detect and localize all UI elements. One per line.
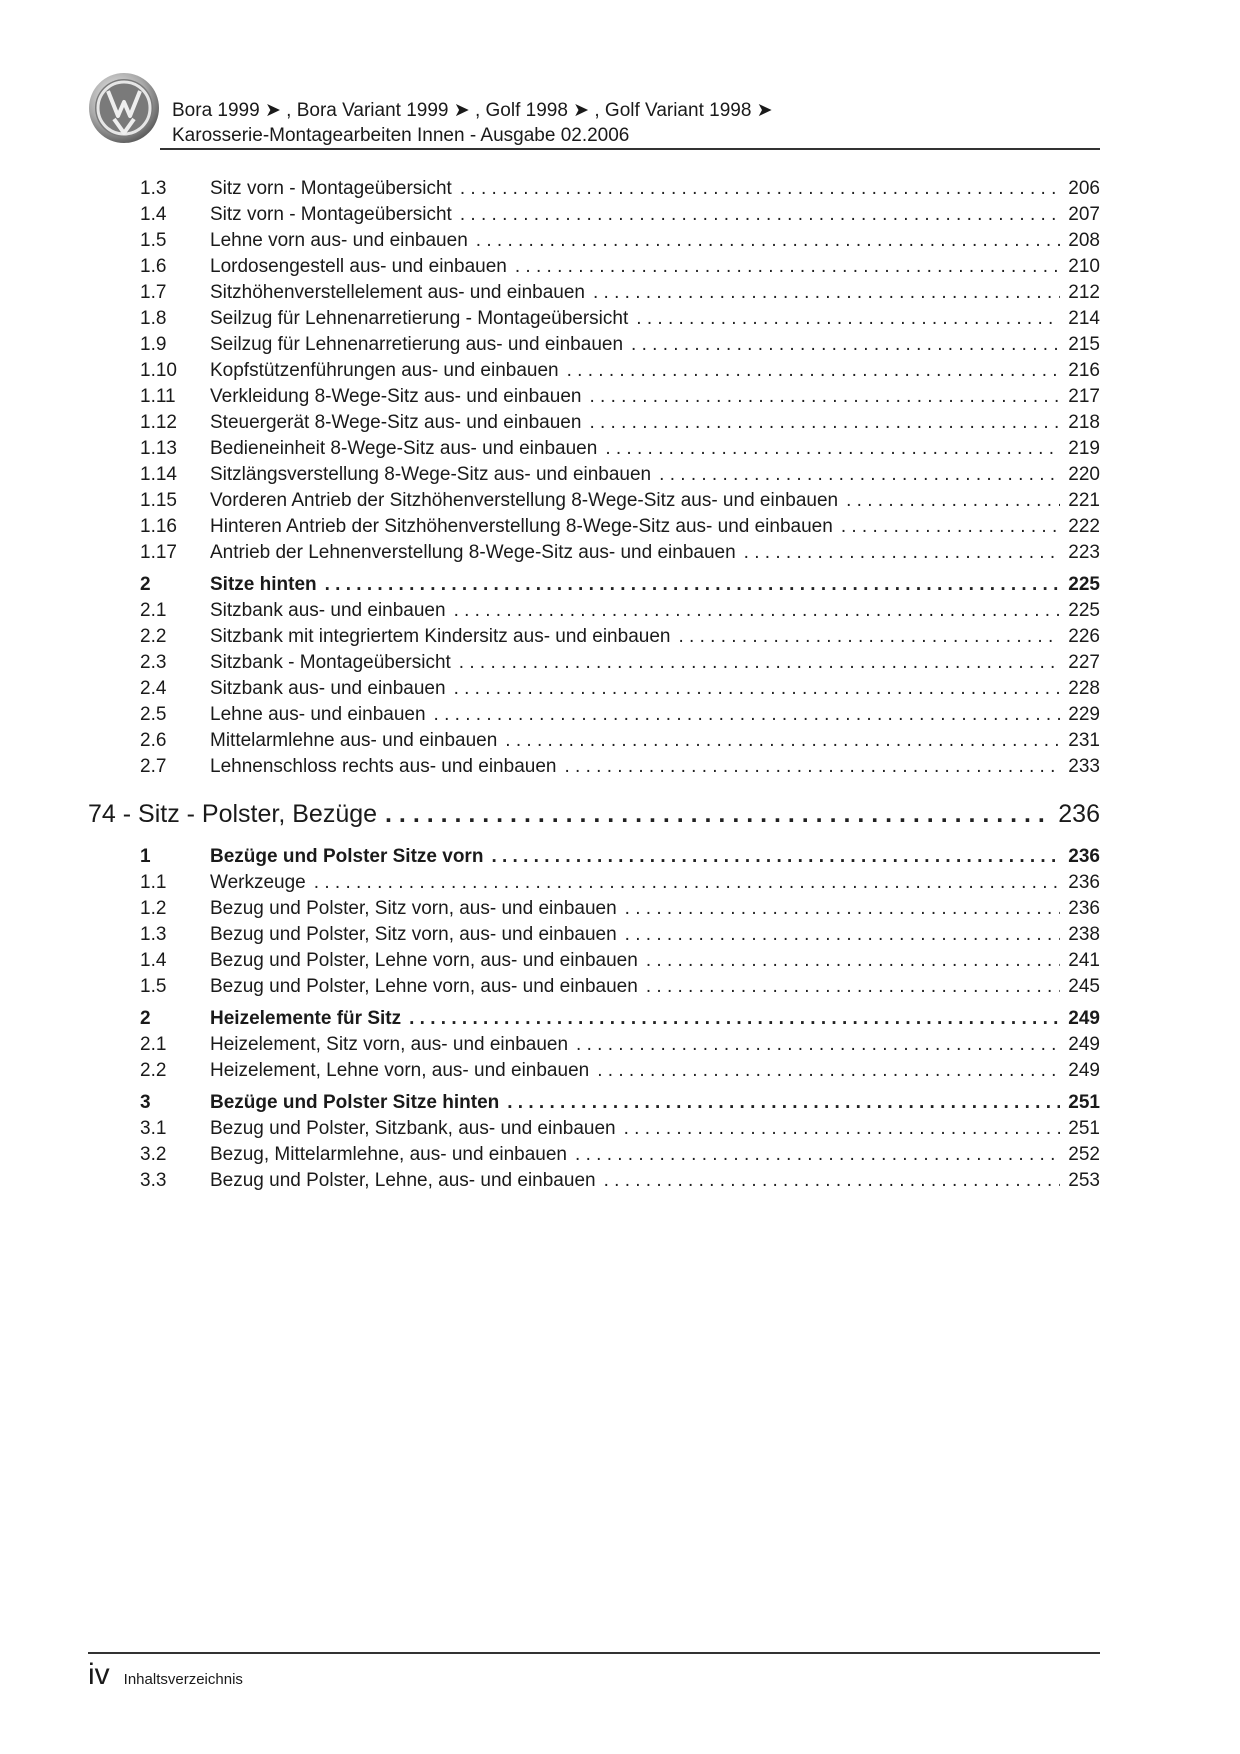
dot-leader: [505, 730, 1060, 752]
toc-entry-page: 231: [1068, 730, 1100, 751]
toc-entry[interactable]: [88, 204, 1100, 230]
toc-entry[interactable]: [88, 438, 1100, 464]
toc-entry-title: Bezug und Polster, Sitzbank, aus- und einbauen: [210, 1118, 616, 1139]
toc-entry-title: Verkleidung 8-Wege-Sitz aus- und einbauen: [210, 386, 582, 407]
toc-entry[interactable]: [88, 334, 1100, 360]
toc-entry[interactable]: [88, 756, 1100, 782]
footer-divider: [88, 1652, 1100, 1654]
dot-leader: [631, 334, 1060, 356]
toc-entry-title: Bezug und Polster, Lehne, aus- und einbauen: [210, 1170, 596, 1191]
toc-entry-number: 2: [140, 574, 151, 595]
toc-entry-page: 238: [1068, 924, 1100, 945]
toc-entry-page: 233: [1068, 756, 1100, 777]
toc-entry-page: 236: [1068, 898, 1100, 919]
page-header: [88, 68, 1100, 150]
toc-entry[interactable]: [88, 1118, 1100, 1144]
toc-entry-title: Bezug und Polster, Lehne vorn, aus- und einbauen: [210, 950, 638, 971]
toc-section[interactable]: [88, 1008, 1100, 1034]
toc-entry-number: 1.17: [140, 542, 177, 563]
dot-leader: [385, 800, 1050, 829]
dot-leader: [567, 360, 1061, 382]
dot-leader: [604, 1170, 1061, 1192]
toc-entry-title: Sitzbank aus- und einbauen: [210, 678, 446, 699]
toc-entry-title: Bezüge und Polster Sitze vorn: [210, 846, 484, 867]
toc-entry-title: Seilzug für Lehnenarretierung - Montageübersicht: [210, 308, 629, 329]
toc-entry-title: Seilzug für Lehnenarretierung aus- und einbauen: [210, 334, 624, 355]
toc-entry-page: 249: [1068, 1034, 1100, 1055]
toc-entry[interactable]: [88, 1144, 1100, 1170]
toc-entry-number: 3.2: [140, 1144, 167, 1165]
toc-entry[interactable]: [88, 652, 1100, 678]
toc-entry-title: Bezüge und Polster Sitze hinten: [210, 1092, 500, 1113]
toc-entry[interactable]: [88, 490, 1100, 516]
toc-entry[interactable]: [88, 872, 1100, 898]
toc-entry-title: Sitz vorn - Montageübersicht: [210, 204, 452, 225]
toc-entry-page: 236: [1068, 872, 1100, 893]
table-of-contents: [88, 178, 1100, 1196]
toc-entry[interactable]: [88, 1060, 1100, 1086]
toc-entry-title: Bedieneinheit 8-Wege-Sitz aus- und einbauen: [210, 438, 598, 459]
footer-label: Inhaltsverzeichnis: [123, 1671, 243, 1688]
toc-entry-number: 1.1: [140, 872, 167, 893]
dot-leader: [597, 1060, 1060, 1082]
toc-entry-page: 214: [1068, 308, 1100, 329]
toc-entry-title: Sitzbank aus- und einbauen: [210, 600, 446, 621]
toc-entry[interactable]: [88, 464, 1100, 490]
toc-entry[interactable]: [88, 950, 1100, 976]
dot-leader: [744, 542, 1061, 564]
toc-entry-page: 225: [1068, 574, 1100, 595]
toc-entry[interactable]: [88, 1034, 1100, 1060]
dot-leader: [646, 950, 1060, 972]
dot-leader: [434, 704, 1061, 726]
toc-entry-title: Sitzlängsverstellung 8-Wege-Sitz aus- und einbauen: [210, 464, 652, 485]
dot-leader: [605, 438, 1060, 460]
dot-leader: [589, 386, 1060, 408]
toc-entry-number: 2.5: [140, 704, 167, 725]
toc-entry[interactable]: [88, 360, 1100, 386]
toc-entry-title: Werkzeuge: [210, 872, 306, 893]
toc-entry-title: Heizelement, Sitz vorn, aus- und einbauen: [210, 1034, 569, 1055]
toc-entry-title: Antrieb der Lehnenverstellung 8-Wege-Sitz aus- und einbauen: [210, 542, 736, 563]
toc-entry-number: 1.6: [140, 256, 167, 277]
dot-leader: [624, 1118, 1061, 1140]
toc-entry-title: Sitzbank mit integriertem Kindersitz aus- und einbauen: [210, 626, 671, 647]
toc-entry-number: 1.12: [140, 412, 177, 433]
toc-entry-title: Lehnenschloss rechts aus- und einbauen: [210, 756, 557, 777]
toc-entry-page: 252: [1068, 1144, 1100, 1165]
header-models: Bora 1999 ➤ , Bora Variant 1999 ➤ , Golf 1998 ➤ , Golf Variant 1998 ➤: [172, 100, 773, 121]
toc-entry-page: 227: [1068, 652, 1100, 673]
toc-entry[interactable]: [88, 516, 1100, 542]
toc-entry[interactable]: [88, 600, 1100, 626]
dot-leader: [325, 574, 1061, 596]
toc-entry-number: 1.14: [140, 464, 177, 485]
dot-leader: [409, 1008, 1060, 1030]
toc-entry[interactable]: [88, 412, 1100, 438]
dot-leader: [646, 976, 1060, 998]
toc-entry-number: 1.15: [140, 490, 177, 511]
toc-entry[interactable]: [88, 678, 1100, 704]
toc-entry-number: 1.3: [140, 178, 167, 199]
toc-entry-number: 1.16: [140, 516, 177, 537]
toc-entry-number: 1.4: [140, 204, 167, 225]
toc-entry-title: Sitze hinten: [210, 574, 317, 595]
dot-leader: [678, 626, 1060, 648]
toc-entry-page: 217: [1068, 386, 1100, 407]
toc-entry-number: 1.7: [140, 282, 167, 303]
toc-entry-number: 2.2: [140, 1060, 167, 1081]
toc-entry-page: 228: [1068, 678, 1100, 699]
toc-entry-page: 215: [1068, 334, 1100, 355]
toc-entry-number: 1.8: [140, 308, 167, 329]
toc-entry-title: Heizelement, Lehne vorn, aus- und einbauen: [210, 1060, 590, 1081]
toc-entry-number: 2.2: [140, 626, 167, 647]
toc-entry-page: 249: [1068, 1060, 1100, 1081]
toc-entry-title: Mittelarmlehne aus- und einbauen: [210, 730, 498, 751]
toc-entry-title: Bezug und Polster, Lehne vorn, aus- und einbauen: [210, 976, 638, 997]
toc-entry-title: Lordosengestell aus- und einbauen: [210, 256, 507, 277]
dot-leader: [314, 872, 1061, 894]
toc-entry-title: Sitzhöhenverstellelement aus- und einbauen: [210, 282, 585, 303]
vw-logo-icon: [88, 72, 160, 144]
toc-entry-number: 1.2: [140, 898, 167, 919]
toc-entry-title: Lehne vorn aus- und einbauen: [210, 230, 468, 251]
toc-entry-page: 241: [1068, 950, 1100, 971]
dot-leader: [625, 924, 1061, 946]
toc-entry-title: Bezug und Polster, Sitz vorn, aus- und einbauen: [210, 898, 617, 919]
dot-leader: [575, 1144, 1060, 1166]
toc-entry-page: 251: [1068, 1118, 1100, 1139]
toc-entry-number: 1.9: [140, 334, 167, 355]
dot-leader: [454, 600, 1061, 622]
toc-entry-number: 1.13: [140, 438, 177, 459]
toc-entry[interactable]: [88, 386, 1100, 412]
toc-entry-number: 2.1: [140, 600, 167, 621]
toc-entry[interactable]: [88, 924, 1100, 950]
toc-entry-page: 206: [1068, 178, 1100, 199]
toc-entry-title: Sitz vorn - Montageübersicht: [210, 178, 452, 199]
dot-leader: [841, 516, 1060, 538]
toc-entry[interactable]: [88, 178, 1100, 204]
toc-entry-page: 251: [1068, 1092, 1100, 1113]
dot-leader: [491, 846, 1060, 868]
toc-section[interactable]: [88, 1092, 1100, 1118]
toc-entry-number: 2: [140, 1008, 151, 1029]
toc-entry-page: 221: [1068, 490, 1100, 511]
dot-leader: [507, 1092, 1060, 1114]
dot-leader: [459, 652, 1061, 674]
toc-section[interactable]: [88, 846, 1100, 872]
toc-entry[interactable]: [88, 976, 1100, 1002]
toc-entry-number: 2.7: [140, 756, 167, 777]
toc-entry-page: 236: [1058, 800, 1100, 828]
toc-entry-title: Bezug, Mittelarmlehne, aus- und einbauen: [210, 1144, 568, 1165]
dot-leader: [593, 282, 1060, 304]
toc-entry-title: Vorderen Antrieb der Sitzhöhenverstellung 8-Wege-Sitz aus- und einbauen: [210, 490, 839, 511]
toc-entry-number: 1.10: [140, 360, 177, 381]
dot-leader: [576, 1034, 1060, 1056]
toc-entry-number: 1.5: [140, 230, 167, 251]
toc-entry-number: 3.1: [140, 1118, 167, 1139]
toc-entry-title: Kopfstützenführungen aus- und einbauen: [210, 360, 559, 381]
toc-entry[interactable]: [88, 730, 1100, 756]
toc-entry-page: 212: [1068, 282, 1100, 303]
header-text: [172, 98, 773, 148]
page-footer: [88, 1658, 243, 1692]
toc-entry-page: 222: [1068, 516, 1100, 537]
dot-leader: [625, 898, 1061, 920]
toc-entry-page: 219: [1068, 438, 1100, 459]
toc-entry-number: 2.3: [140, 652, 167, 673]
toc-entry-number: 2.4: [140, 678, 167, 699]
toc-entry-page: 208: [1068, 230, 1100, 251]
toc-entry-title: Hinteren Antrieb der Sitzhöhenverstellung 8-Wege-Sitz aus- und einbauen: [210, 516, 833, 537]
toc-entry[interactable]: [88, 256, 1100, 282]
toc-entry-number: 2.1: [140, 1034, 167, 1055]
toc-entry[interactable]: [88, 1170, 1100, 1196]
toc-entry-page: 253: [1068, 1170, 1100, 1191]
toc-chapter[interactable]: [88, 800, 1100, 840]
toc-entry-page: 249: [1068, 1008, 1100, 1029]
toc-entry-title: Steuergerät 8-Wege-Sitz aus- und einbauen: [210, 412, 582, 433]
dot-leader: [564, 756, 1060, 778]
toc-entry-title: Sitzbank - Montageübersicht: [210, 652, 451, 673]
toc-entry[interactable]: [88, 282, 1100, 308]
dot-leader: [460, 204, 1060, 226]
toc-entry-title: Bezug und Polster, Sitz vorn, aus- und einbauen: [210, 924, 617, 945]
header-manual-title: Karosserie-Montagearbeiten Innen - Ausgabe 02.2006: [172, 125, 630, 146]
toc-entry-number: 3.3: [140, 1170, 167, 1191]
toc-entry-title: Heizelemente für Sitz: [210, 1008, 402, 1029]
dot-leader: [454, 678, 1061, 700]
toc-entry[interactable]: [88, 230, 1100, 256]
header-divider: [160, 148, 1100, 150]
toc-entry-page: 245: [1068, 976, 1100, 997]
dot-leader: [659, 464, 1060, 486]
toc-entry-number: 1.5: [140, 976, 167, 997]
dot-leader: [460, 178, 1060, 200]
dot-leader: [636, 308, 1060, 330]
toc-entry-page: 218: [1068, 412, 1100, 433]
toc-entry-page: 225: [1068, 600, 1100, 621]
toc-entry-page: 220: [1068, 464, 1100, 485]
dot-leader: [476, 230, 1061, 252]
toc-entry-page: 236: [1068, 846, 1100, 867]
toc-entry-number: 1.11: [140, 386, 176, 407]
toc-entry-number: 3: [140, 1092, 151, 1113]
toc-entry-title: Lehne aus- und einbauen: [210, 704, 426, 725]
toc-entry-number: 2.6: [140, 730, 167, 751]
toc-entry-number: 1.3: [140, 924, 167, 945]
toc-entry-title: 74 - Sitz - Polster, Bezüge: [88, 800, 378, 828]
toc-entry-number: 1.4: [140, 950, 167, 971]
dot-leader: [846, 490, 1060, 512]
toc-entry[interactable]: [88, 308, 1100, 334]
toc-entry-page: 226: [1068, 626, 1100, 647]
toc-section[interactable]: [88, 574, 1100, 600]
toc-entry-page: 229: [1068, 704, 1100, 725]
toc-entry-number: 1: [140, 846, 151, 867]
toc-entry[interactable]: [88, 704, 1100, 730]
toc-entry-page: 223: [1068, 542, 1100, 563]
dot-leader: [589, 412, 1060, 434]
toc-entry-page: 207: [1068, 204, 1100, 225]
toc-entry[interactable]: [88, 542, 1100, 568]
dot-leader: [515, 256, 1060, 278]
toc-entry-page: 216: [1068, 360, 1100, 381]
toc-entry-page: 210: [1068, 256, 1100, 277]
toc-entry[interactable]: [88, 898, 1100, 924]
toc-entry[interactable]: [88, 626, 1100, 652]
page-number: iv: [88, 1658, 110, 1691]
